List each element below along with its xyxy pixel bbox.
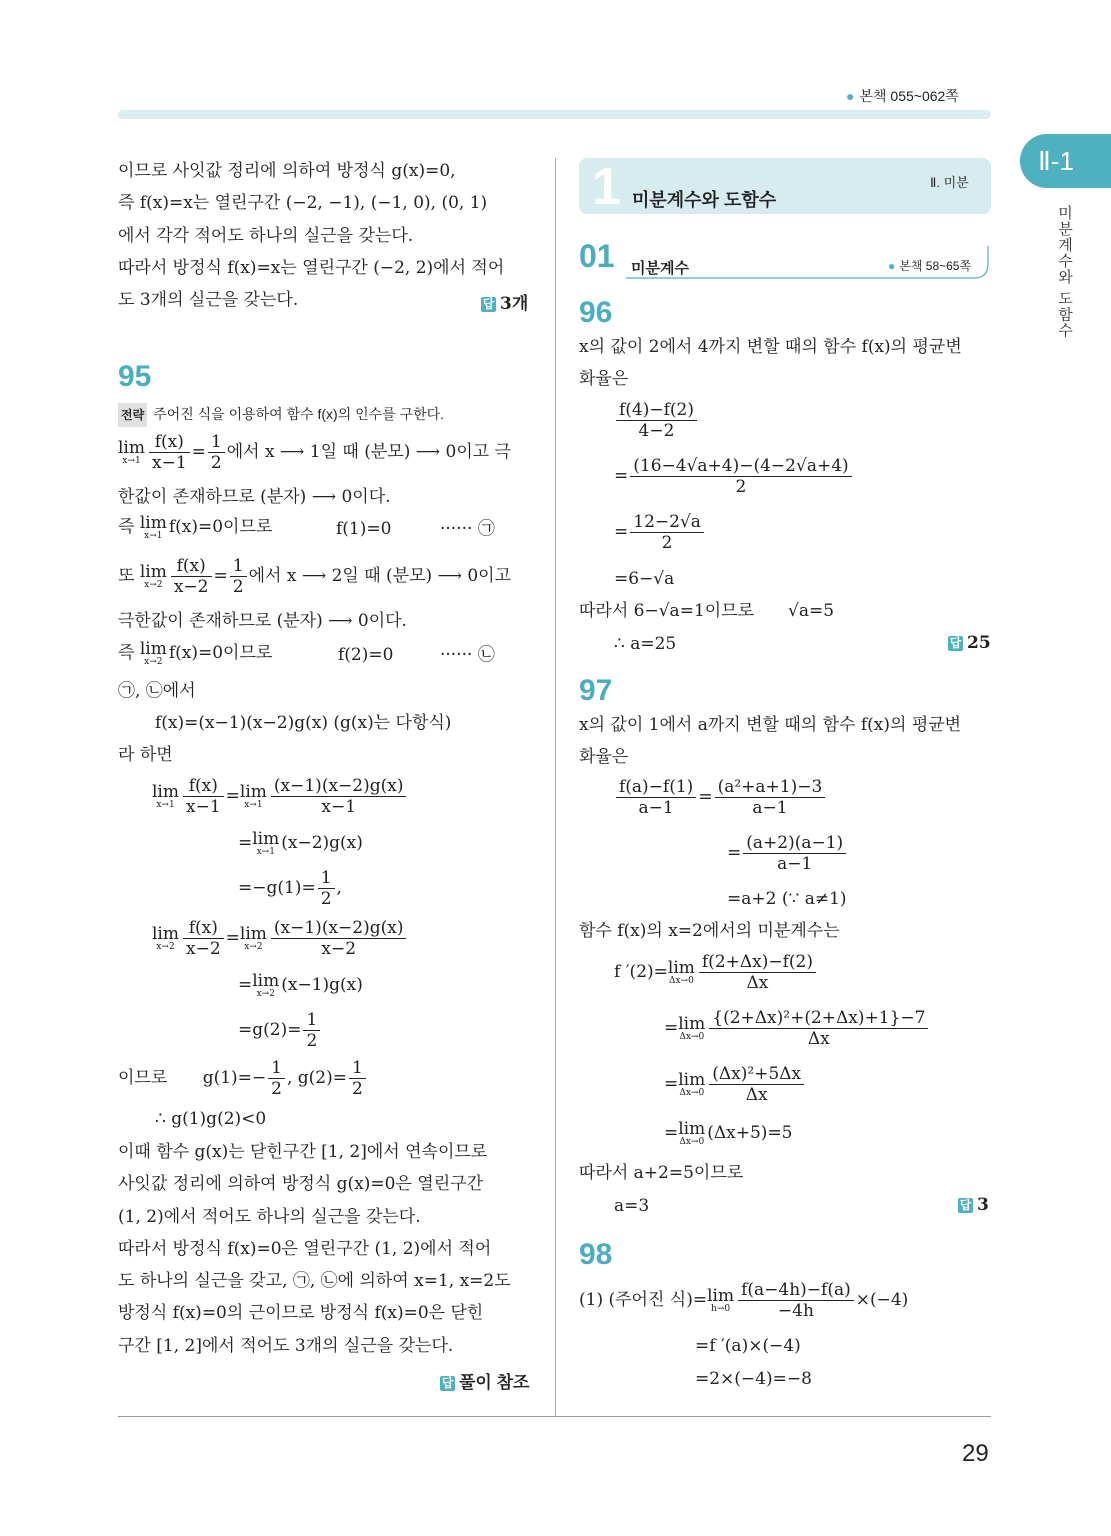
numerator: f(x) — [171, 556, 212, 577]
lim-word: lim — [139, 562, 167, 582]
page-reference-text: 본책 055~062쪽 — [859, 88, 959, 104]
section-chapter: Ⅱ. 미분 — [930, 175, 969, 190]
lim-word: lim — [152, 924, 179, 944]
text: 따라서 6−√a=1이므로 — [579, 601, 755, 621]
fraction — [271, 918, 407, 959]
text: =−g(1)= — [238, 878, 316, 898]
intro-answer-text: 3개 — [500, 294, 529, 314]
equals: = — [225, 928, 240, 948]
p96-answer — [948, 633, 991, 653]
chapter-tab — [1020, 134, 1111, 188]
lim-word: lim — [239, 782, 267, 802]
text: =g(2)= — [238, 1020, 302, 1040]
equals: = — [238, 833, 253, 853]
intro-line-3: 에서 각각 적어도 하나의 실근을 갖는다. — [118, 226, 414, 246]
numerator: 1 — [318, 868, 335, 889]
lim-word: lim — [252, 971, 280, 991]
bullet-icon: ● — [888, 259, 896, 273]
numerator: f(x) — [183, 918, 224, 939]
numerator: f(a)−f(1) — [616, 777, 696, 798]
equals: = — [238, 975, 253, 995]
denominator: x−2 — [173, 577, 209, 597]
subsection-title: 미분계수 — [631, 260, 689, 277]
intro-line-4: 따라서 방정식 f(x)=x는 열린구간 (−2, 2)에서 적어 — [118, 258, 505, 278]
p96-frac-2 — [614, 456, 854, 497]
p95-answer-text: 풀이 참조 — [459, 1373, 530, 1392]
fraction — [743, 833, 846, 874]
subsection-reference — [888, 257, 971, 274]
answer-icon: 답 — [949, 636, 962, 650]
text: 즉 — [118, 643, 135, 663]
p95-line-6 — [118, 639, 495, 667]
text: f(x)=0이므로 — [168, 517, 273, 537]
lim-word: lim — [139, 639, 167, 659]
lim — [152, 925, 179, 952]
lim-sub: x→2 — [244, 942, 263, 952]
problem-number-98: 98 — [579, 1238, 613, 1271]
fraction — [630, 456, 851, 497]
p95-line-15: 따라서 방정식 f(x)=0은 열린구간 (1, 2)에서 적어 — [118, 1239, 492, 1259]
p95-line-13: 사잇값 정리에 의하여 방정식 g(x)=0은 열린구간 — [118, 1174, 483, 1194]
lim-word: lim — [118, 438, 145, 458]
lim-word: lim — [667, 958, 695, 978]
p98-line-1 — [579, 1280, 908, 1321]
text: 이므로 — [118, 1068, 168, 1088]
numerator: 1 — [303, 1010, 320, 1031]
lim-sub: Δx→0 — [679, 1088, 705, 1098]
numerator: 1 — [208, 432, 225, 453]
denominator: 2 — [735, 477, 747, 497]
text: f ′(2)= — [614, 962, 668, 982]
text: (1) (주어진 식)= — [579, 1290, 708, 1310]
p95-line-18: 구간 [1, 2]에서 적어도 3개의 실근을 갖는다. — [118, 1336, 454, 1356]
p97-deriv-1 — [614, 952, 818, 993]
lim-sub: Δx→0 — [679, 1032, 705, 1042]
lim-sub: x→2 — [144, 657, 163, 667]
p97-line-1: x의 값이 1에서 a까지 변할 때의 함수 f(x)의 평균변 — [579, 715, 962, 735]
p95-line-2: 한값이 존재하므로 (분자) ⟶ 0이다. — [118, 487, 391, 507]
lim-sub: h→0 — [711, 1304, 731, 1314]
denominator: 2 — [210, 453, 222, 473]
p97-line-4: 함수 f(x)의 x=2에서의 미분계수는 — [579, 921, 840, 941]
p95-line-1 — [118, 432, 511, 473]
denominator: 4−2 — [638, 421, 675, 441]
equals: = — [698, 787, 713, 807]
lim — [240, 925, 267, 952]
text: ······ ㉡ — [440, 645, 495, 665]
denominator: a−1 — [638, 798, 674, 818]
p97-frac-1 — [614, 777, 827, 818]
denominator: x−2 — [186, 939, 221, 959]
lim-sub: x→2 — [156, 942, 175, 952]
fraction — [699, 952, 816, 993]
column-divider — [555, 158, 556, 1416]
bottom-rule — [118, 1416, 991, 1417]
lim — [678, 1120, 705, 1147]
lim-word: lim — [152, 782, 179, 802]
p97-line-6: a=3 — [614, 1196, 650, 1216]
denominator: 2 — [661, 533, 673, 553]
lim — [140, 640, 167, 667]
lim — [668, 959, 695, 986]
p95-line-11: ∴ g(1)g(2)<0 — [155, 1109, 267, 1129]
fraction — [230, 556, 247, 597]
lim-sub: x→2 — [256, 989, 275, 999]
text: 또 — [118, 566, 135, 586]
lim-sub: Δx→0 — [668, 976, 694, 986]
p97-deriv-2 — [664, 1008, 930, 1049]
chapter-tab-label: Ⅱ-1 — [1038, 146, 1074, 176]
problem-number-97: 97 — [579, 674, 613, 707]
header-bar — [118, 110, 991, 119]
lim-word: lim — [139, 513, 167, 533]
intro-line-1: 이므로 사잇값 정리에 의하여 방정식 g(x)=0, — [118, 161, 456, 181]
equals: = — [727, 843, 742, 863]
denominator: x−1 — [152, 453, 187, 473]
p96-line-1: x의 값이 2에서 4까지 변할 때의 함수 f(x)의 평균변 — [579, 337, 962, 357]
lim — [240, 783, 267, 810]
denominator: a−1 — [777, 854, 813, 874]
problem-number-95: 95 — [118, 360, 152, 393]
denominator: Δx — [746, 973, 769, 993]
text: g(1)=− — [202, 1068, 267, 1088]
numerator: f(x) — [149, 432, 190, 453]
numerator: {(2+Δx)²+(2+Δx)+1}−7 — [709, 1008, 928, 1029]
numerator: f(x) — [183, 776, 224, 797]
fraction — [183, 776, 224, 817]
p97-answer — [958, 1195, 989, 1215]
numerator: 1 — [268, 1058, 285, 1079]
numerator: (x−1)(x−2)g(x) — [271, 776, 407, 797]
p95-answer — [440, 1368, 529, 1393]
p95-eq-6 — [238, 1010, 322, 1051]
equals: = — [614, 466, 629, 486]
strategy-line — [118, 403, 444, 427]
text: , g(2)= — [286, 1068, 347, 1088]
p97-line-5: 따라서 a+2=5이므로 — [579, 1163, 744, 1183]
lim — [678, 1071, 705, 1098]
p95-line-10 — [118, 1058, 368, 1099]
numerator: f(2+Δx)−f(2) — [699, 952, 816, 973]
intro-answer — [481, 289, 528, 314]
fraction — [268, 1058, 285, 1099]
lim — [140, 514, 167, 541]
denominator: a−1 — [752, 798, 788, 818]
p96-line-4 — [579, 600, 834, 622]
problem-number-96: 96 — [579, 296, 613, 329]
numerator: 1 — [230, 556, 247, 577]
fraction — [303, 1010, 320, 1051]
p95-eq-2 — [238, 830, 363, 857]
p97-line-2: 화율은 — [579, 747, 629, 767]
lim-sub: x→1 — [156, 800, 175, 810]
text: f(1)=0 — [336, 519, 392, 539]
denominator: 2 — [306, 1031, 318, 1051]
fraction — [616, 777, 696, 818]
answer-icon: 답 — [441, 1376, 454, 1390]
text: (Δx+5)=5 — [707, 1123, 793, 1143]
fraction — [630, 512, 704, 553]
lim-sub: x→1 — [256, 847, 275, 857]
denominator: x−2 — [321, 939, 357, 959]
p96-line-3: =6−√a — [614, 569, 675, 589]
fraction — [318, 868, 335, 909]
text: √a=5 — [788, 601, 835, 621]
lim-sub: x→2 — [144, 580, 163, 590]
text: ×(−4) — [855, 1290, 909, 1310]
text: 에서 x ⟶ 1일 때 (분모) ⟶ 0이고 극 — [226, 442, 511, 462]
lim-word: lim — [239, 924, 267, 944]
lim — [252, 972, 279, 999]
equals: = — [225, 786, 240, 806]
text: (x−2)g(x) — [281, 833, 363, 853]
equals: = — [213, 566, 228, 586]
denominator: 2 — [232, 577, 244, 597]
equals: = — [664, 1123, 679, 1143]
numerator: f(a−4h)−f(a) — [738, 1280, 854, 1301]
denominator: x−1 — [186, 797, 221, 817]
fraction — [183, 918, 224, 959]
lim-word: lim — [678, 1014, 706, 1034]
lim-word: lim — [678, 1070, 706, 1090]
p97-deriv-4 — [664, 1120, 793, 1147]
p95-line-9: 라 하면 — [118, 745, 173, 765]
p96-answer-text: 25 — [967, 633, 991, 653]
subsection-number: 01 — [579, 238, 615, 274]
fraction — [208, 432, 225, 473]
p96-frac-1 — [614, 400, 699, 441]
denominator: Δx — [745, 1085, 768, 1105]
equals: = — [664, 1074, 679, 1094]
text: 즉 — [118, 517, 135, 537]
numerator: 12−2√a — [630, 512, 704, 533]
numerator: (x−1)(x−2)g(x) — [271, 918, 407, 939]
strategy-tag: 전략 — [118, 403, 147, 427]
section-number: 1 — [592, 158, 621, 216]
numerator: f(4)−f(2) — [616, 400, 697, 421]
denominator: 2 — [320, 889, 332, 909]
fraction — [709, 1008, 928, 1049]
numerator: (16−4√a+4)−(4−2√a+4) — [630, 456, 851, 477]
answer-icon: 답 — [959, 1198, 972, 1212]
p95-eq-4 — [152, 918, 408, 959]
lim-sub: x→1 — [244, 800, 263, 810]
section-title: 미분계수와 도함수 — [632, 190, 777, 210]
fraction — [715, 777, 826, 818]
equals: = — [664, 1018, 679, 1038]
lim-word: lim — [678, 1119, 706, 1139]
p95-line-3 — [118, 513, 495, 541]
p96-line-2: 화율은 — [579, 369, 629, 389]
text: 에서 x ⟶ 2일 때 (분모) ⟶ 0이고 — [248, 566, 512, 586]
p96-line-5: ∴ a=25 — [614, 634, 677, 654]
p95-line-4 — [118, 556, 511, 597]
p95-line-16: 도 하나의 실근을 갖고, ㉠, ㉡에 의하여 x=1, x=2도 — [118, 1271, 511, 1291]
fraction — [149, 432, 190, 473]
page-reference — [846, 86, 959, 106]
subsection-reference-text: 본책 58~65쪽 — [899, 259, 972, 273]
lim — [252, 830, 279, 857]
fraction — [709, 1064, 804, 1105]
lim — [140, 563, 167, 590]
text: (x−1)g(x) — [281, 975, 363, 995]
intro-line-5: 도 3개의 실근을 갖는다. — [118, 290, 299, 310]
denominator: x−1 — [321, 797, 357, 817]
lim-sub: x→1 — [144, 531, 163, 541]
p97-answer-text: 3 — [977, 1195, 989, 1215]
chapter-side-title: 미분계수와 도함수 — [1056, 205, 1073, 339]
denominator: −4h — [777, 1301, 814, 1321]
p95-eq-5 — [238, 972, 363, 999]
text: ······ ㉠ — [440, 519, 495, 539]
intro-line-2: 즉 f(x)=x는 열린구간 (−2, −1), (−1, 0), (0, 1) — [118, 193, 488, 213]
p96-frac-3 — [614, 512, 706, 553]
denominator: 2 — [351, 1079, 363, 1099]
bullet-icon: ● — [846, 88, 855, 104]
text: , — [336, 878, 342, 898]
fraction — [171, 556, 212, 597]
strategy-text: 주어진 식을 이용하여 함수 f(x)의 인수를 구한다. — [153, 406, 445, 422]
answer-icon: 답 — [482, 297, 495, 311]
lim-sub: x→1 — [122, 456, 141, 466]
equals: = — [614, 522, 629, 542]
numerator: (Δx)²+5Δx — [709, 1064, 804, 1085]
numerator: (a+2)(a−1) — [743, 833, 846, 854]
lim-sub: Δx→0 — [679, 1137, 705, 1147]
lim — [152, 783, 179, 810]
lim — [707, 1287, 734, 1314]
p98-line-3: =2×(−4)=−8 — [695, 1369, 812, 1389]
fraction — [738, 1280, 854, 1321]
denominator: 2 — [271, 1079, 282, 1099]
p97-line-3: =a+2 (∵ a≠1) — [727, 889, 847, 909]
lim-1 — [118, 439, 145, 466]
equals: = — [191, 442, 206, 462]
p95-eq-1 — [152, 776, 408, 817]
numerator: (a²+a+1)−3 — [715, 777, 826, 798]
denominator: Δx — [807, 1029, 830, 1049]
lim — [678, 1015, 705, 1042]
lim-word: lim — [252, 829, 280, 849]
numerator: 1 — [349, 1058, 366, 1079]
text: f(2)=0 — [338, 645, 394, 665]
page-number: 29 — [962, 1440, 989, 1467]
p98-line-2: =f ′(a)×(−4) — [695, 1336, 801, 1356]
text: f(x)=0이므로 — [168, 643, 273, 663]
p95-line-17: 방정식 f(x)=0의 근이므로 방정식 f(x)=0은 닫힌 — [118, 1303, 484, 1323]
p95-line-12: 이때 함수 g(x)는 닫힌구간 [1, 2]에서 연속이므로 — [118, 1142, 488, 1162]
p97-deriv-3 — [664, 1064, 806, 1105]
p97-frac-2 — [727, 833, 848, 874]
p95-eq-3 — [238, 868, 342, 909]
fraction — [349, 1058, 366, 1099]
p95-line-5: 극한값이 존재하므로 (분자) ⟶ 0이다. — [118, 611, 407, 631]
lim-word: lim — [707, 1286, 735, 1306]
p95-line-7: ㉠, ㉡에서 — [118, 681, 196, 701]
fraction — [271, 776, 407, 817]
p95-line-14: (1, 2)에서 적어도 하나의 실근을 갖는다. — [118, 1207, 421, 1227]
fraction — [616, 400, 697, 441]
p95-line-8: f(x)=(x−1)(x−2)g(x) (g(x)는 다항식) — [155, 713, 452, 733]
